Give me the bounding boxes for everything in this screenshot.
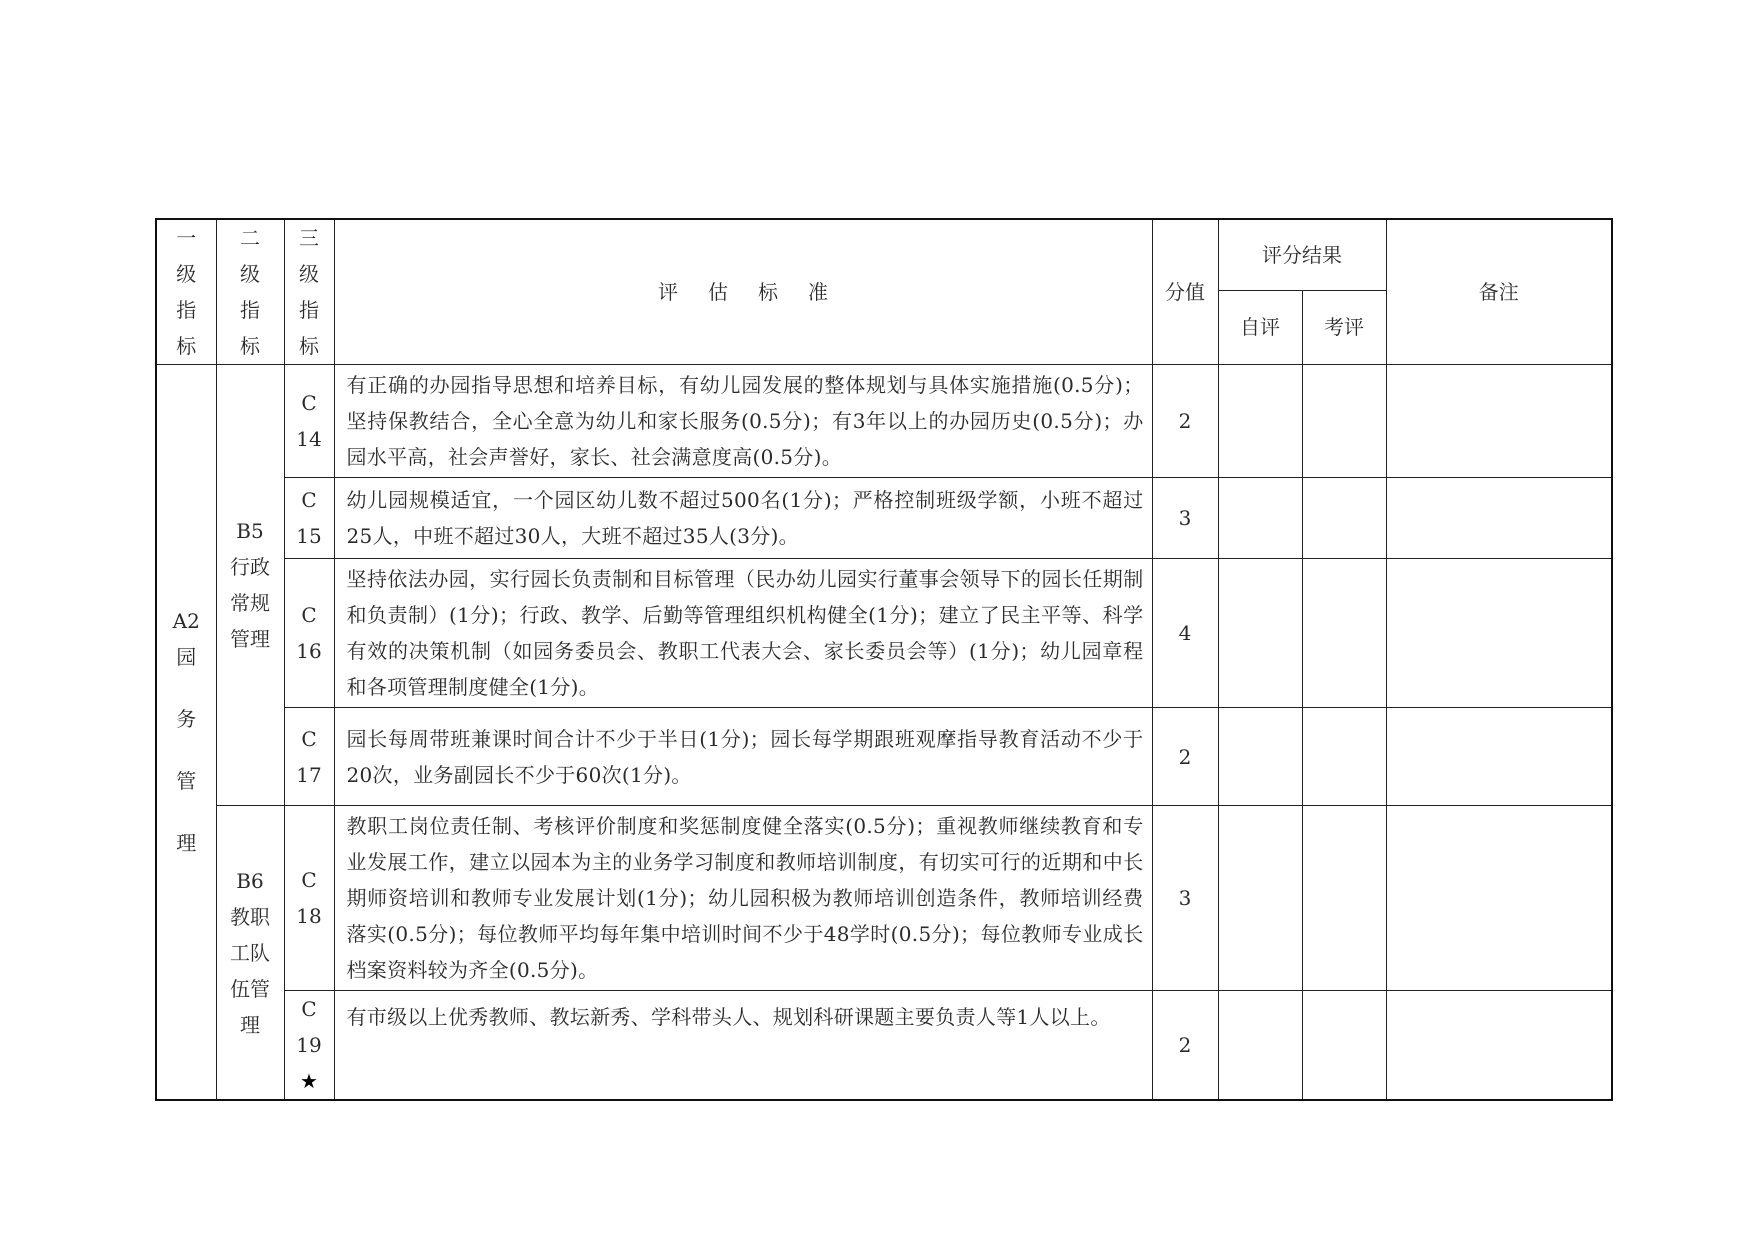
c14-self-input[interactable] [1218, 365, 1302, 478]
c14-exam-input[interactable] [1302, 365, 1386, 478]
table-row [156, 365, 1612, 478]
header-result: 评分结果 [1218, 219, 1386, 290]
c15-exam-input[interactable] [1302, 478, 1386, 559]
c16-criteria: 坚持依法办园，实行园长负责制和目标管理（民办幼儿园实行董事会领导下的园长任期制和负责制）(1分)；行政、教学、后勤等管理组织机构健全(1分)；建立了民主平等、科学有效的决策机制（如园务委员会、教职工代表大会、家长委员会等）(1分)；幼儿园章程和各项管理制度健全(1分)。 [334, 559, 1152, 708]
header-level1: 一 级 指 标 [156, 219, 216, 365]
c19-self-input[interactable] [1218, 991, 1302, 1101]
header-score: 分值 [1152, 219, 1218, 365]
c16-note-input[interactable] [1386, 559, 1612, 708]
c15-code: C 15 [284, 478, 334, 559]
c19-exam-input[interactable] [1302, 991, 1386, 1101]
header-level2: 二 级 指 标 [216, 219, 284, 365]
c18-criteria: 教职工岗位责任制、考核评价制度和奖惩制度健全落实(0.5分)；重视教师继续教育和专业发展工作，建立以园本为主的业务学习制度和教师培训制度，有切实可行的近期和中长期师资培训和教师专业发展计划(1分)；幼儿园积极为教师培训创造条件，教师培训经费落实(0.5分)；每位教师平均每年集中培训时间不少于48学时(0.5分)；每位教师专业成长档案资料较为齐全(0.5分)。 [334, 806, 1152, 991]
c14-score: 2 [1152, 365, 1218, 478]
a2-cell: A2 园 务 管 理 [156, 365, 216, 1101]
b5-cell: B5 行政 常规 管理 [216, 365, 284, 806]
c17-score: 2 [1152, 708, 1218, 806]
c15-note-input[interactable] [1386, 478, 1612, 559]
table-row [156, 708, 1612, 806]
c16-code: C 16 [284, 559, 334, 708]
header-exam: 考评 [1302, 290, 1386, 364]
header-standard: 评估标准 [334, 219, 1152, 365]
header-level3: 三 级 指 标 [284, 219, 334, 365]
c15-self-input[interactable] [1218, 478, 1302, 559]
c18-code: C 18 [284, 806, 334, 991]
star-icon: ★ [300, 1069, 318, 1093]
c18-score: 3 [1152, 806, 1218, 991]
c18-exam-input[interactable] [1302, 806, 1386, 991]
table-row [156, 559, 1612, 708]
c14-code: C 14 [284, 365, 334, 478]
c14-note-input[interactable] [1386, 365, 1612, 478]
c16-exam-input[interactable] [1302, 559, 1386, 708]
c17-self-input[interactable] [1218, 708, 1302, 806]
c17-code: C 17 [284, 708, 334, 806]
table-row [156, 806, 1612, 991]
c19-score: 2 [1152, 991, 1218, 1101]
header-row-1 [156, 219, 1612, 290]
c18-self-input[interactable] [1218, 806, 1302, 991]
c19-code: C 19 ★ [284, 991, 334, 1101]
c14-criteria: 有正确的办园指导思想和培养目标，有幼儿园发展的整体规划与具体实施措施(0.5分)；坚持保教结合，全心全意为幼儿和家长服务(0.5分)；有3年以上的办园历史(0.5分)；办园水平高，社会声誉好，家长、社会满意度高(0.5分)。 [334, 365, 1152, 478]
table-row [156, 991, 1612, 1101]
header-note: 备注 [1386, 219, 1612, 365]
evaluation-table [155, 218, 1613, 1101]
c16-self-input[interactable] [1218, 559, 1302, 708]
c15-criteria: 幼儿园规模适宜，一个园区幼儿数不超过500名(1分)；严格控制班级学额，小班不超过25人，中班不超过30人，大班不超过35人(3分)。 [334, 478, 1152, 559]
b6-cell: B6 教职 工队 伍管 理 [216, 806, 284, 1101]
header-self: 自评 [1218, 290, 1302, 364]
c19-note-input[interactable] [1386, 991, 1612, 1101]
c17-note-input[interactable] [1386, 708, 1612, 806]
c18-note-input[interactable] [1386, 806, 1612, 991]
c17-exam-input[interactable] [1302, 708, 1386, 806]
c19-criteria: 有市级以上优秀教师、教坛新秀、学科带头人、规划科研课题主要负责人等1人以上。 [334, 991, 1152, 1101]
c15-score: 3 [1152, 478, 1218, 559]
table-row [156, 478, 1612, 559]
c16-score: 4 [1152, 559, 1218, 708]
c17-criteria: 园长每周带班兼课时间合计不少于半日(1分)；园长每学期跟班观摩指导教育活动不少于20次，业务副园长不少于60次(1分)。 [334, 708, 1152, 806]
